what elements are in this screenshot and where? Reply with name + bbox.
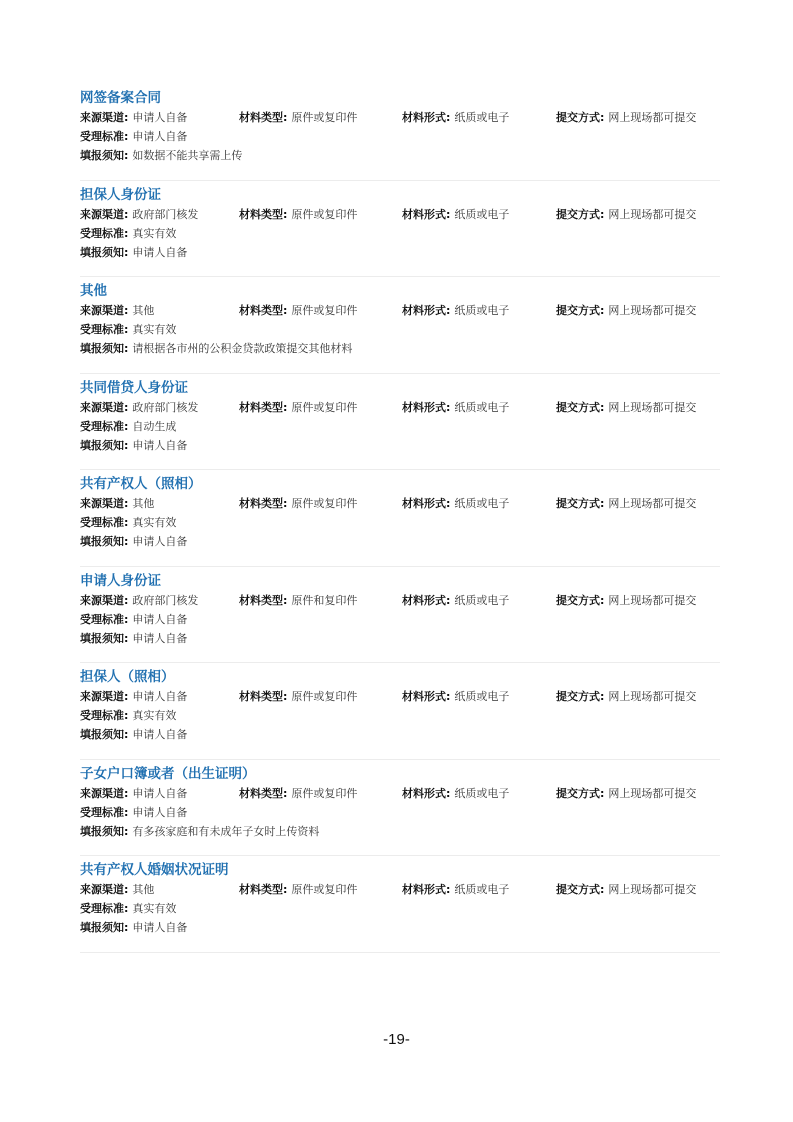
source-cell bbox=[80, 689, 187, 705]
source-cell bbox=[80, 303, 154, 319]
material-form-label: 材料形式: bbox=[402, 786, 451, 800]
standard-value: 真实有效 bbox=[132, 902, 177, 915]
material-title: 申请人身份证 bbox=[80, 572, 161, 589]
material-type-value: 原件和复印件 bbox=[291, 593, 358, 607]
material-attributes-row bbox=[80, 593, 720, 609]
material-form-cell bbox=[402, 400, 509, 416]
notes-row bbox=[80, 631, 187, 647]
submit-method-value: 网上现场都可提交 bbox=[608, 304, 697, 317]
submit-method-value: 网上现场都可提交 bbox=[608, 111, 697, 124]
standard-label: 受理标准: bbox=[80, 323, 129, 336]
standard-label: 受理标准: bbox=[80, 419, 129, 433]
material-type-cell bbox=[239, 689, 357, 705]
material-type-value: 原件或复印件 bbox=[291, 497, 358, 510]
submit-method-cell bbox=[556, 400, 696, 416]
notes-row bbox=[80, 824, 319, 840]
material-type-value: 原件或复印件 bbox=[291, 304, 358, 317]
material-form-cell bbox=[402, 207, 509, 223]
material-type-label: 材料类型: bbox=[239, 400, 288, 414]
material-item bbox=[80, 374, 720, 471]
material-type-cell bbox=[239, 786, 357, 802]
standard-row bbox=[80, 805, 187, 821]
submit-method-value: 网上现场都可提交 bbox=[608, 207, 697, 221]
notes-label: 填报须知: bbox=[80, 631, 129, 645]
material-type-label: 材料类型: bbox=[239, 883, 288, 896]
source-value: 申请人自备 bbox=[132, 786, 188, 800]
material-type-label: 材料类型: bbox=[239, 304, 288, 317]
material-item bbox=[80, 181, 720, 278]
standard-value: 申请人自备 bbox=[132, 612, 188, 626]
standard-label: 受理标准: bbox=[80, 226, 129, 240]
material-form-value: 纸质或电子 bbox=[454, 207, 510, 221]
notes-value: 有多孩家庭和有未成年子女时上传资料 bbox=[132, 824, 320, 838]
submit-method-cell bbox=[556, 786, 696, 802]
source-label: 来源渠道: bbox=[80, 593, 129, 607]
material-type-label: 材料类型: bbox=[239, 497, 288, 510]
material-item bbox=[80, 856, 720, 953]
standard-label: 受理标准: bbox=[80, 516, 129, 529]
submit-method-cell bbox=[556, 593, 696, 609]
standard-row bbox=[80, 708, 176, 724]
notes-label: 填报须知: bbox=[80, 342, 129, 355]
source-cell bbox=[80, 786, 187, 802]
material-form-label: 材料形式: bbox=[402, 111, 451, 124]
submit-method-label: 提交方式: bbox=[556, 593, 605, 607]
material-form-label: 材料形式: bbox=[402, 883, 451, 896]
notes-value: 申请人自备 bbox=[132, 535, 188, 548]
material-type-value: 原件或复印件 bbox=[291, 207, 358, 221]
submit-method-value: 网上现场都可提交 bbox=[608, 883, 697, 896]
material-form-cell bbox=[402, 882, 509, 898]
submit-method-label: 提交方式: bbox=[556, 786, 605, 800]
source-label: 来源渠道: bbox=[80, 207, 129, 221]
material-item bbox=[80, 470, 720, 567]
material-form-cell bbox=[402, 303, 509, 319]
material-type-label: 材料类型: bbox=[239, 207, 288, 221]
notes-value: 申请人自备 bbox=[132, 921, 188, 934]
material-form-label: 材料形式: bbox=[402, 400, 451, 414]
submit-method-cell bbox=[556, 207, 696, 223]
submit-method-label: 提交方式: bbox=[556, 400, 605, 414]
material-form-cell bbox=[402, 689, 509, 705]
standard-label: 受理标准: bbox=[80, 130, 129, 143]
material-attributes-row bbox=[80, 496, 720, 512]
notes-label: 填报须知: bbox=[80, 921, 129, 934]
material-type-cell bbox=[239, 882, 357, 898]
material-form-label: 材料形式: bbox=[402, 207, 451, 221]
material-title: 其他 bbox=[80, 283, 107, 299]
notes-value: 申请人自备 bbox=[132, 245, 188, 259]
source-value: 政府部门核发 bbox=[132, 593, 199, 607]
standard-label: 受理标准: bbox=[80, 805, 129, 819]
source-value: 其他 bbox=[132, 497, 155, 510]
material-attributes-row bbox=[80, 303, 720, 319]
material-item bbox=[80, 663, 720, 760]
source-value: 申请人自备 bbox=[132, 690, 188, 703]
material-form-value: 纸质或电子 bbox=[454, 786, 510, 800]
material-type-cell bbox=[239, 593, 357, 609]
material-form-value: 纸质或电子 bbox=[454, 593, 510, 607]
material-title: 共同借贷人身份证 bbox=[80, 379, 188, 396]
standard-row bbox=[80, 901, 176, 917]
source-value: 其他 bbox=[132, 883, 155, 896]
material-type-cell bbox=[239, 400, 357, 416]
notes-row bbox=[80, 148, 242, 164]
standard-value: 申请人自备 bbox=[132, 130, 188, 143]
standard-label: 受理标准: bbox=[80, 709, 129, 722]
notes-row bbox=[80, 341, 352, 357]
material-type-value: 原件或复印件 bbox=[291, 786, 358, 800]
material-title: 担保人（照相） bbox=[80, 669, 175, 685]
notes-value: 申请人自备 bbox=[132, 438, 188, 452]
material-form-value: 纸质或电子 bbox=[454, 690, 510, 703]
standard-row bbox=[80, 226, 176, 242]
submit-method-label: 提交方式: bbox=[556, 883, 605, 896]
material-type-value: 原件或复印件 bbox=[291, 400, 358, 414]
material-item bbox=[80, 760, 720, 857]
source-value: 申请人自备 bbox=[132, 111, 188, 124]
notes-row bbox=[80, 245, 187, 261]
source-label: 来源渠道: bbox=[80, 400, 129, 414]
material-type-cell bbox=[239, 303, 357, 319]
material-title: 担保人身份证 bbox=[80, 186, 161, 203]
standard-row bbox=[80, 612, 187, 628]
standard-value: 自动生成 bbox=[132, 419, 177, 433]
material-form-cell bbox=[402, 593, 509, 609]
standard-value: 真实有效 bbox=[132, 709, 177, 722]
notes-value: 申请人自备 bbox=[132, 631, 188, 645]
source-value: 政府部门核发 bbox=[132, 400, 199, 414]
standard-row bbox=[80, 419, 176, 435]
material-item bbox=[80, 567, 720, 664]
material-type-cell bbox=[239, 110, 357, 126]
submit-method-label: 提交方式: bbox=[556, 690, 605, 703]
submit-method-value: 网上现场都可提交 bbox=[608, 786, 697, 800]
source-label: 来源渠道: bbox=[80, 111, 129, 124]
source-label: 来源渠道: bbox=[80, 786, 129, 800]
source-cell bbox=[80, 400, 198, 416]
material-form-value: 纸质或电子 bbox=[454, 400, 510, 414]
material-type-label: 材料类型: bbox=[239, 593, 288, 607]
source-cell bbox=[80, 207, 198, 223]
submit-method-cell bbox=[556, 496, 696, 512]
submit-method-label: 提交方式: bbox=[556, 304, 605, 317]
submit-method-value: 网上现场都可提交 bbox=[608, 593, 697, 607]
notes-value: 请根据各市州的公积金贷款政策提交其他材料 bbox=[132, 342, 353, 355]
material-attributes-row bbox=[80, 882, 720, 898]
source-label: 来源渠道: bbox=[80, 690, 129, 703]
material-form-value: 纸质或电子 bbox=[454, 111, 510, 124]
notes-label: 填报须知: bbox=[80, 149, 129, 162]
material-title: 子女户口簿或者（出生证明） bbox=[80, 765, 256, 782]
material-form-value: 纸质或电子 bbox=[454, 883, 510, 896]
source-label: 来源渠道: bbox=[80, 883, 129, 896]
submit-method-label: 提交方式: bbox=[556, 111, 605, 124]
material-form-label: 材料形式: bbox=[402, 497, 451, 510]
materials-list bbox=[80, 84, 720, 953]
standard-row bbox=[80, 129, 187, 145]
material-item bbox=[80, 277, 720, 374]
source-label: 来源渠道: bbox=[80, 497, 129, 510]
material-form-label: 材料形式: bbox=[402, 304, 451, 317]
material-type-label: 材料类型: bbox=[239, 690, 288, 703]
material-type-label: 材料类型: bbox=[239, 111, 288, 124]
standard-label: 受理标准: bbox=[80, 902, 129, 915]
material-title: 共有产权人婚姻状况证明 bbox=[80, 862, 229, 878]
material-type-cell bbox=[239, 496, 357, 512]
material-title: 网签备案合同 bbox=[80, 90, 161, 106]
notes-row bbox=[80, 727, 187, 743]
submit-method-label: 提交方式: bbox=[556, 207, 605, 221]
standard-label: 受理标准: bbox=[80, 612, 129, 626]
material-attributes-row bbox=[80, 786, 720, 802]
submit-method-label: 提交方式: bbox=[556, 497, 605, 510]
notes-label: 填报须知: bbox=[80, 438, 129, 452]
standard-row bbox=[80, 322, 176, 338]
material-title: 共有产权人（照相） bbox=[80, 476, 202, 492]
material-type-label: 材料类型: bbox=[239, 786, 288, 800]
material-type-cell bbox=[239, 207, 357, 223]
material-type-value: 原件或复印件 bbox=[291, 883, 358, 896]
notes-row bbox=[80, 438, 187, 454]
source-value: 其他 bbox=[132, 304, 155, 317]
material-item bbox=[80, 84, 720, 181]
notes-row bbox=[80, 920, 187, 936]
source-cell bbox=[80, 593, 198, 609]
material-form-cell bbox=[402, 496, 509, 512]
standard-row bbox=[80, 515, 176, 531]
notes-value: 如数据不能共享需上传 bbox=[132, 149, 243, 162]
source-cell bbox=[80, 882, 154, 898]
material-form-label: 材料形式: bbox=[402, 593, 451, 607]
material-attributes-row bbox=[80, 689, 720, 705]
material-attributes-row bbox=[80, 400, 720, 416]
standard-value: 真实有效 bbox=[132, 323, 177, 336]
notes-label: 填报须知: bbox=[80, 245, 129, 259]
standard-value: 申请人自备 bbox=[132, 805, 188, 819]
page-number: -19- bbox=[383, 1031, 410, 1048]
material-form-cell bbox=[402, 110, 509, 126]
source-cell bbox=[80, 110, 187, 126]
material-attributes-row bbox=[80, 110, 720, 126]
submit-method-value: 网上现场都可提交 bbox=[608, 690, 697, 703]
submit-method-cell bbox=[556, 882, 696, 898]
notes-value: 申请人自备 bbox=[132, 728, 188, 741]
material-type-value: 原件或复印件 bbox=[291, 690, 358, 703]
material-form-value: 纸质或电子 bbox=[454, 304, 510, 317]
source-label: 来源渠道: bbox=[80, 304, 129, 317]
submit-method-cell bbox=[556, 689, 696, 705]
submit-method-value: 网上现场都可提交 bbox=[608, 497, 697, 510]
source-cell bbox=[80, 496, 154, 512]
material-form-value: 纸质或电子 bbox=[454, 497, 510, 510]
standard-value: 真实有效 bbox=[132, 226, 177, 240]
notes-label: 填报须知: bbox=[80, 535, 129, 548]
notes-row bbox=[80, 534, 187, 550]
source-value: 政府部门核发 bbox=[132, 207, 199, 221]
material-form-label: 材料形式: bbox=[402, 690, 451, 703]
submit-method-cell bbox=[556, 303, 696, 319]
material-form-cell bbox=[402, 786, 509, 802]
standard-value: 真实有效 bbox=[132, 516, 177, 529]
submit-method-cell bbox=[556, 110, 696, 126]
notes-label: 填报须知: bbox=[80, 824, 129, 838]
submit-method-value: 网上现场都可提交 bbox=[608, 400, 697, 414]
material-type-value: 原件或复印件 bbox=[291, 111, 358, 124]
material-attributes-row bbox=[80, 207, 720, 223]
notes-label: 填报须知: bbox=[80, 728, 129, 741]
